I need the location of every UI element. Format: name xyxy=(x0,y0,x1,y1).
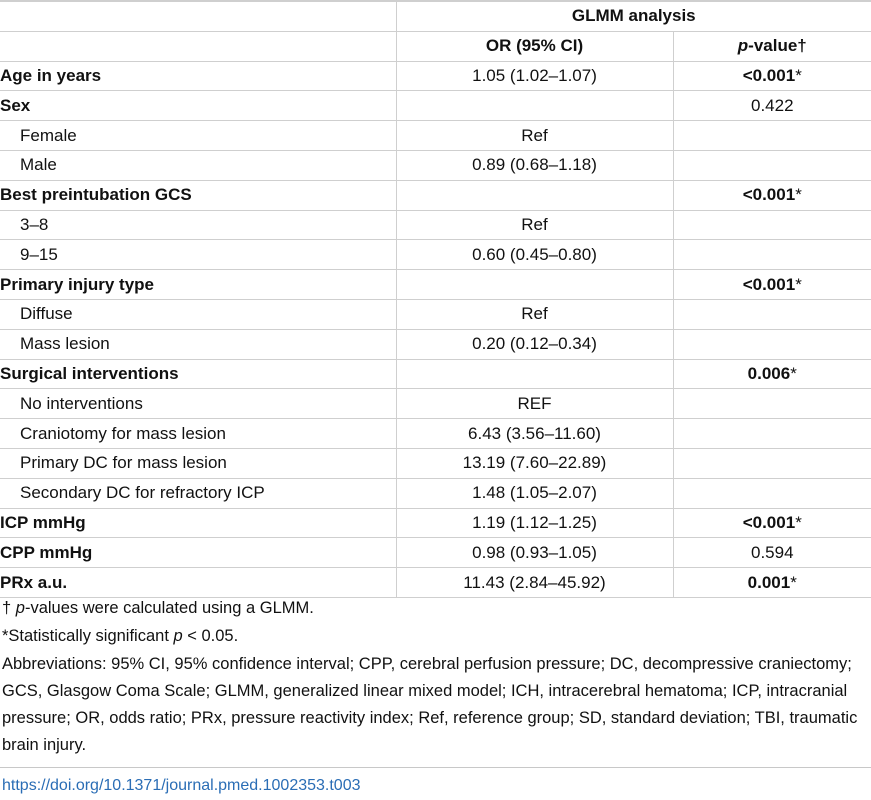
row-odds-ratio: 11.43 (2.84–45.92) xyxy=(396,568,673,598)
table-row xyxy=(0,150,871,180)
row-p-value-text: 0.422 xyxy=(750,95,794,115)
row-p-value-text: 0.594 xyxy=(750,542,794,562)
table-row xyxy=(0,180,871,210)
row-odds-ratio: Ref xyxy=(396,210,673,240)
row-p-value xyxy=(673,270,871,300)
row-p-value xyxy=(673,61,871,91)
row-odds-ratio: 0.20 (0.12–0.34) xyxy=(396,329,673,359)
row-odds-ratio: 1.05 (1.02–1.07) xyxy=(396,61,673,91)
table-row xyxy=(0,538,871,568)
row-p-value xyxy=(673,538,871,568)
row-p-value xyxy=(673,359,871,389)
row-p-value xyxy=(673,299,871,329)
row-label: ICP mmHg xyxy=(0,508,396,538)
row-p-value xyxy=(673,389,871,419)
row-p-value-text: 0.006 xyxy=(747,363,791,383)
table-row xyxy=(0,61,871,91)
footnote-star-italic: p xyxy=(173,627,183,645)
row-label: Male xyxy=(0,150,396,180)
footnote-dagger-rest: -values were calculated using a GLMM. xyxy=(24,599,314,617)
row-odds-ratio xyxy=(396,180,673,210)
table-row xyxy=(0,419,871,449)
row-significance-star: * xyxy=(795,274,802,294)
row-p-value xyxy=(673,121,871,151)
row-label: Craniotomy for mass lesion xyxy=(0,419,396,449)
abbreviations-note: Abbreviations: 95% CI, 95% confidence interval; CPP, cerebral perfusion pressure; DC, decompressive craniectomy; GCS, Glasgow Coma Scale; GLMM, generalized linear mixed model; ICH, intracerebral hematoma; ICP, intracranial pressure; OR, odds ratio; PRx, pressure reactivity index; Ref, reference group; SD, standard deviation; TBI, traumatic brain injury. xyxy=(2,655,858,754)
row-label: Surgical interventions xyxy=(0,359,396,389)
table-row xyxy=(0,329,871,359)
row-significance-star: * xyxy=(795,185,802,205)
row-odds-ratio: 6.43 (3.56–11.60) xyxy=(396,419,673,449)
footnote-dagger-italic: p xyxy=(15,599,25,617)
row-label: Secondary DC for refractory ICP xyxy=(0,478,396,508)
row-label: 3–8 xyxy=(0,210,396,240)
table-body xyxy=(0,61,871,597)
divider xyxy=(0,767,871,768)
row-significance-star: * xyxy=(795,512,802,532)
row-label: PRx a.u. xyxy=(0,568,396,598)
row-label: No interventions xyxy=(0,389,396,419)
row-odds-ratio xyxy=(396,91,673,121)
row-p-value xyxy=(673,240,871,270)
table-row xyxy=(0,448,871,478)
row-odds-ratio: 0.60 (0.45–0.80) xyxy=(396,240,673,270)
doi-link[interactable]: https://doi.org/10.1371/journal.pmed.1002353.t003 xyxy=(2,777,361,794)
table-row xyxy=(0,299,871,329)
table-row xyxy=(0,508,871,538)
table-row xyxy=(0,270,871,300)
row-odds-ratio: Ref xyxy=(396,121,673,151)
row-p-value xyxy=(673,568,871,598)
header-group-title: GLMM analysis xyxy=(396,1,871,31)
header-empty-cell xyxy=(0,1,396,31)
table-row xyxy=(0,121,871,151)
footnote-dagger-prefix: † xyxy=(2,599,16,617)
table-row xyxy=(0,210,871,240)
row-odds-ratio xyxy=(396,270,673,300)
table-row xyxy=(0,389,871,419)
row-p-value-text: <0.001 xyxy=(742,512,796,532)
table-row xyxy=(0,240,871,270)
row-p-value xyxy=(673,91,871,121)
row-odds-ratio xyxy=(396,359,673,389)
row-odds-ratio: Ref xyxy=(396,299,673,329)
row-p-value xyxy=(673,210,871,240)
row-p-value-text: <0.001 xyxy=(742,65,796,85)
row-label: Sex xyxy=(0,91,396,121)
header-or: OR (95% CI) xyxy=(396,31,673,61)
row-odds-ratio: 1.48 (1.05–2.07) xyxy=(396,478,673,508)
footnote-star-rest: < 0.05. xyxy=(182,627,239,645)
row-p-value xyxy=(673,478,871,508)
table-row xyxy=(0,91,871,121)
row-label: 9–15 xyxy=(0,240,396,270)
row-label: Primary DC for mass lesion xyxy=(0,448,396,478)
row-odds-ratio: 0.89 (0.68–1.18) xyxy=(396,150,673,180)
table-row xyxy=(0,478,871,508)
row-label: Mass lesion xyxy=(0,329,396,359)
row-odds-ratio: REF xyxy=(396,389,673,419)
footnote-star xyxy=(2,623,862,650)
header-empty-cell xyxy=(0,31,396,61)
header-columns-row xyxy=(0,31,871,61)
table-notes xyxy=(2,595,862,759)
row-p-value xyxy=(673,150,871,180)
row-significance-star: * xyxy=(795,65,802,85)
row-significance-star: * xyxy=(790,572,797,592)
row-odds-ratio: 13.19 (7.60–22.89) xyxy=(396,448,673,478)
header-group-row xyxy=(0,1,871,31)
row-label: CPP mmHg xyxy=(0,538,396,568)
header-p-rest: -value† xyxy=(748,36,807,56)
table-row xyxy=(0,359,871,389)
row-significance-star: * xyxy=(790,363,797,383)
row-label: Age in years xyxy=(0,61,396,91)
row-label: Female xyxy=(0,121,396,151)
row-p-value-text: 0.001 xyxy=(747,572,791,592)
row-label: Best preintubation GCS xyxy=(0,180,396,210)
row-p-value-text: <0.001 xyxy=(742,185,796,205)
row-label: Diffuse xyxy=(0,299,396,329)
header-p-italic: p xyxy=(737,36,749,56)
row-p-value xyxy=(673,329,871,359)
row-odds-ratio: 0.98 (0.93–1.05) xyxy=(396,538,673,568)
footnote-dagger xyxy=(2,595,862,622)
row-p-value xyxy=(673,448,871,478)
row-p-value-text: <0.001 xyxy=(742,274,796,294)
row-p-value xyxy=(673,419,871,449)
header-p-value xyxy=(673,31,871,61)
row-odds-ratio: 1.19 (1.12–1.25) xyxy=(396,508,673,538)
row-label: Primary injury type xyxy=(0,270,396,300)
row-p-value xyxy=(673,180,871,210)
footnote-star-prefix: *Statistically significant xyxy=(2,627,174,645)
table-row xyxy=(0,568,871,598)
row-p-value xyxy=(673,508,871,538)
